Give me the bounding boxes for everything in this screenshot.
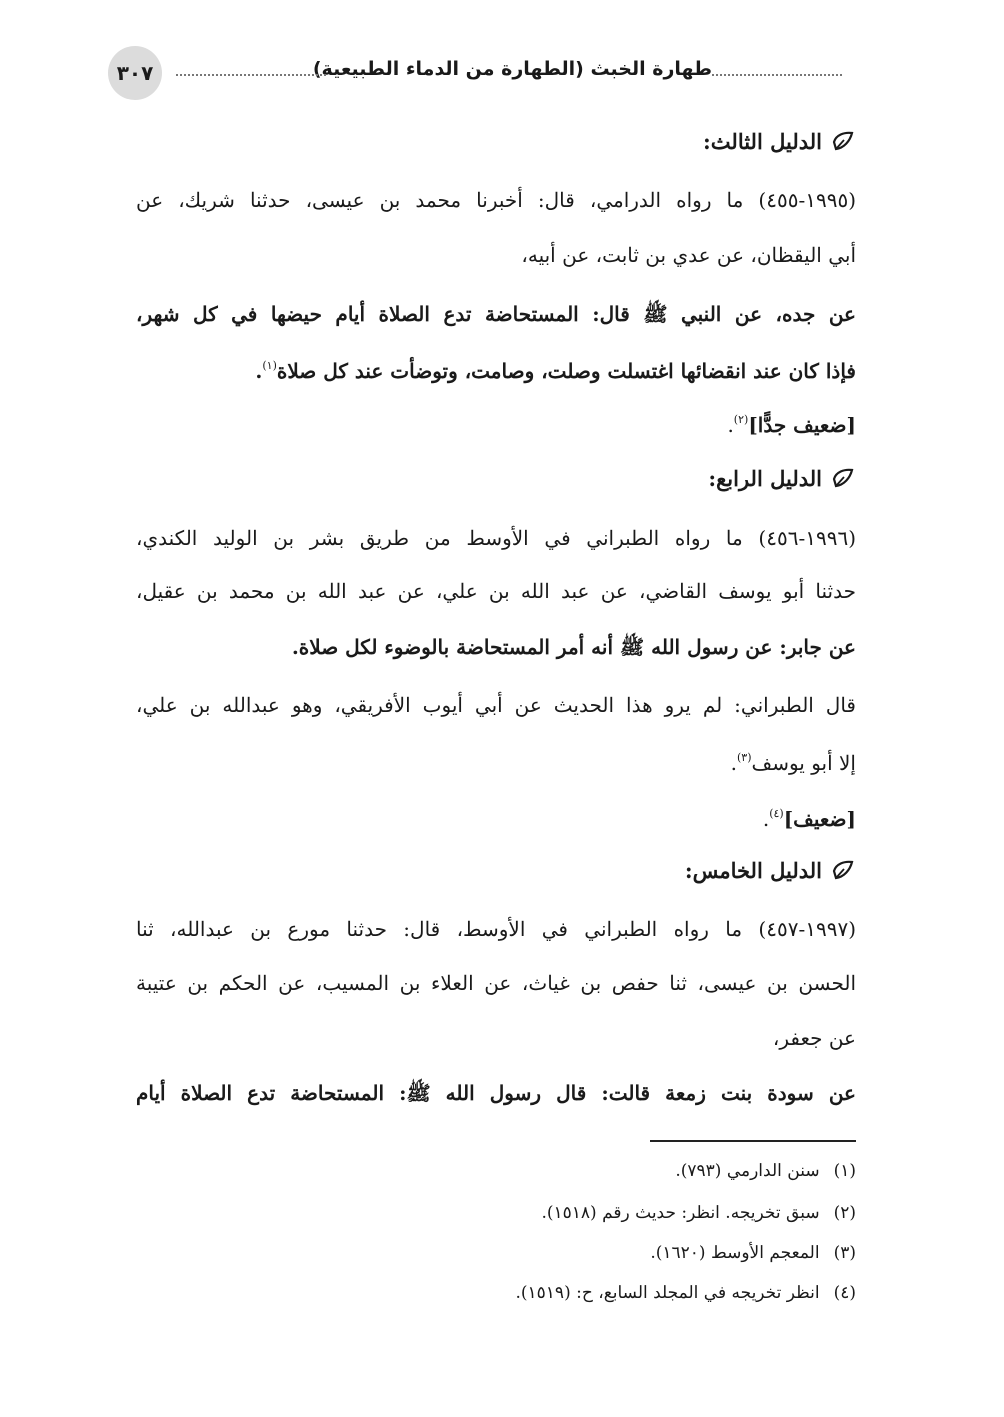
leaf-marker-icon [830, 129, 856, 155]
heading-third-evidence [703, 127, 856, 157]
footnote-item [650, 1240, 856, 1266]
footnote-ref: (١) [262, 359, 277, 372]
paragraph-text: إلا أبو يوسف [751, 751, 856, 775]
heading-fifth-evidence [685, 856, 856, 886]
leaf-marker-icon [830, 466, 856, 492]
punctuation: . [730, 751, 737, 775]
punctuation: . [762, 807, 770, 831]
hadith-text-line: عن جابر: عن رسول الله ﷺ أنه أمر المستحاضة بالوضوء لكل صلاة. [291, 635, 856, 659]
punctuation: . [727, 413, 734, 437]
leaf-marker-icon [830, 858, 856, 884]
paragraph-line: عن جعفر، [772, 1026, 856, 1050]
footnote-text: سبق تخريجه. انظر: حديث رقم (١٥١٨). [541, 1203, 820, 1223]
footnote-number: (٣) [833, 1243, 856, 1263]
grade-label: [ضعيف جدًّا] [748, 413, 856, 437]
hadith-text-line [136, 351, 856, 386]
paragraph-line [136, 743, 856, 778]
heading-text: الدليل الثالث: [703, 129, 822, 154]
page-number-badge: ٣٠٧ [108, 46, 162, 100]
header-dots-left [176, 74, 326, 76]
paragraph-line: أبي اليقظان، عن عدي بن ثابت، عن أبيه، [521, 243, 856, 267]
paragraph-line: (١٩٩٥-٤٥٥) ما رواه الدرامي، قال: أخبرنا محمد بن عيسى، حدثنا شريك، عن [136, 188, 856, 212]
footnote-item [515, 1280, 856, 1306]
paragraph-line: حدثنا أبو يوسف القاضي، عن عبد الله بن علي، عن عبد الله بن محمد بن عقيل، [136, 579, 856, 603]
heading-text: الدليل الرابع: [708, 466, 822, 491]
footnote-ref: (٣) [736, 751, 752, 764]
footnote-number: (٢) [833, 1203, 856, 1223]
paragraph-line: (١٩٩٧-٤٥٧) ما رواه الطبراني في الأوسط، قال: حدثنا مورع بن عبدالله، ثنا [136, 917, 856, 941]
footnote-item [675, 1158, 856, 1184]
grade-label: [ضعيف] [783, 807, 856, 831]
paragraph-line: (١٩٩٦-٤٥٦) ما رواه الطبراني في الأوسط من طريق بشر بن الوليد الكندي، [136, 526, 856, 550]
footnote-text: انظر تخريجه في المجلد السابع، ح: (١٥١٩). [515, 1283, 820, 1303]
hadith-text-line: عن سودة بنت زمعة قالت: قال رسول الله ﷺ: المستحاضة تدع الصلاة أيام [136, 1081, 856, 1105]
footnote-item [541, 1200, 856, 1226]
heading-text: الدليل الخامس: [684, 858, 822, 883]
punctuation: . [255, 359, 263, 383]
heading-fourth-evidence [708, 464, 856, 494]
footnote-number: (٤) [833, 1283, 856, 1303]
footnote-ref: (٤) [769, 807, 784, 820]
footnote-number: (١) [833, 1161, 856, 1181]
footnote-separator [650, 1140, 856, 1142]
header-dots-right [712, 74, 842, 76]
grade-line [136, 799, 856, 834]
paragraph-line: قال الطبراني: لم يرو هذا الحديث عن أبي أيوب الأفريقي، وهو عبدالله بن علي، [136, 693, 856, 717]
footnote-text: المعجم الأوسط (١٦٢٠). [650, 1243, 820, 1263]
grade-line [136, 405, 856, 440]
footnote-text: سنن الدارمي (٧٩٣). [675, 1161, 820, 1181]
running-header-title: طهارة الخبث (الطهارة من الدماء الطبيعية) [312, 58, 712, 80]
hadith-text: فإذا كان عند انقضائها اغتسلت وصلت، وصامت، وتوضأت عند كل صلاة [276, 359, 856, 383]
hadith-text-line: عن جده، عن النبي ﷺ قال: المستحاضة تدع الصلاة أيام حيضها في كل شهر، [136, 302, 856, 326]
paragraph-line: الحسن بن عيسى، ثنا حفص بن غياث، عن العلاء بن المسيب، عن الحكم بن عتيبة [136, 971, 856, 995]
footnote-ref: (٢) [733, 413, 749, 426]
